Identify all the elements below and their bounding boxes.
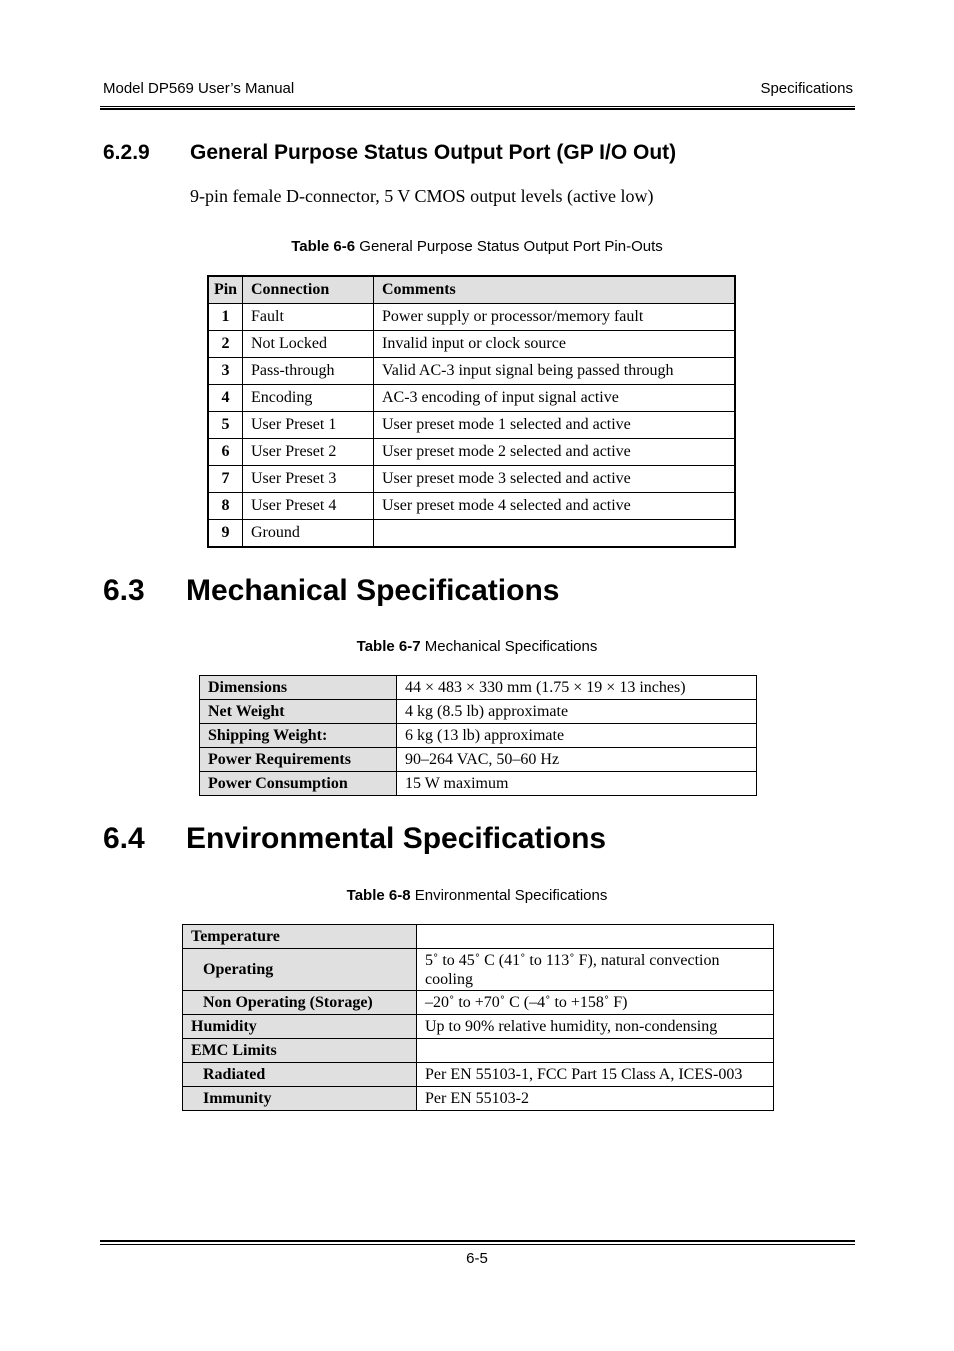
section-6-4-heading: [103, 822, 606, 856]
spec-label-cell: Non Operating (Storage): [183, 991, 417, 1015]
caption-text: General Purpose Status Output Port Pin-Outs: [355, 238, 663, 255]
comment-cell: Invalid input or clock source: [374, 331, 736, 358]
spec-value-cell: 44 × 483 × 330 mm (1.75 × 19 × 13 inches): [397, 676, 757, 700]
pin-cell: 6: [208, 439, 243, 466]
table-row: [200, 724, 757, 748]
table-row: [208, 520, 735, 548]
table-row: [183, 949, 774, 991]
spec-label-cell: Shipping Weight:: [200, 724, 397, 748]
section-intro-text: 9-pin female D-connector, 5 V CMOS output levels (active low): [190, 186, 654, 206]
connection-cell: Ground: [243, 520, 374, 548]
table-row: [200, 748, 757, 772]
table-row: [208, 304, 735, 331]
section-number: 6.3: [103, 574, 145, 607]
footer-rule-thin: [100, 1244, 855, 1245]
spec-label-cell: EMC Limits: [183, 1039, 417, 1063]
spec-value-cell: Per EN 55103-1, FCC Part 15 Class A, ICES-003: [417, 1063, 774, 1087]
spec-label-cell: Power Consumption: [200, 772, 397, 796]
table-row: [208, 439, 735, 466]
spec-value-cell: 4 kg (8.5 lb) approximate: [397, 700, 757, 724]
comment-cell: AC-3 encoding of input signal active: [374, 385, 736, 412]
table-row: [208, 331, 735, 358]
table-row: [183, 1039, 774, 1063]
table-row: [183, 1063, 774, 1087]
comment-cell: [374, 520, 736, 548]
pin-cell: 5: [208, 412, 243, 439]
pin-cell: 4: [208, 385, 243, 412]
section-title: Mechanical Specifications: [186, 574, 560, 607]
pin-cell: 8: [208, 493, 243, 520]
spec-value-cell: 6 kg (13 lb) approximate: [397, 724, 757, 748]
section-number: 6.4: [103, 822, 145, 855]
table-row: [183, 1015, 774, 1039]
table-6-7-caption: [0, 638, 954, 655]
spec-value-cell: –20˚ to +70˚ C (–4˚ to +158˚ F): [417, 991, 774, 1015]
connection-cell: Fault: [243, 304, 374, 331]
comment-cell: User preset mode 1 selected and active: [374, 412, 736, 439]
header-rule-thick: [100, 108, 855, 110]
table-row: [200, 676, 757, 700]
caption-text: Mechanical Specifications: [420, 638, 598, 655]
column-header-pin: Pin: [208, 276, 243, 304]
caption-label: Table 6-8: [346, 887, 411, 904]
section-6-2-9-heading: [103, 141, 676, 165]
pin-cell: 9: [208, 520, 243, 548]
spec-label-cell: Power Requirements: [200, 748, 397, 772]
spec-label-cell: Dimensions: [200, 676, 397, 700]
connection-cell: User Preset 1: [243, 412, 374, 439]
connection-cell: User Preset 2: [243, 439, 374, 466]
comment-cell: Valid AC-3 input signal being passed through: [374, 358, 736, 385]
spec-label-cell: Radiated: [183, 1063, 417, 1087]
section-6-3-heading: [103, 574, 559, 608]
caption-label: Table 6-6: [291, 238, 356, 255]
connection-cell: Pass-through: [243, 358, 374, 385]
section-title: Environmental Specifications: [186, 822, 607, 855]
comment-cell: User preset mode 2 selected and active: [374, 439, 736, 466]
table-row: [208, 358, 735, 385]
footer-rule-thick: [100, 1240, 855, 1242]
spec-value-cell: [417, 925, 774, 949]
table-row: [183, 991, 774, 1015]
pin-cell: 3: [208, 358, 243, 385]
table-row: [208, 466, 735, 493]
spec-value-cell: 90–264 VAC, 50–60 Hz: [397, 748, 757, 772]
table-row: [208, 385, 735, 412]
spec-value-cell: [417, 1039, 774, 1063]
section-number: 6.2.9: [103, 141, 150, 164]
spec-value-cell: Per EN 55103-2: [417, 1087, 774, 1111]
table-6-6-caption: [0, 238, 954, 255]
spec-value-cell: Up to 90% relative humidity, non-condensing: [417, 1015, 774, 1039]
pin-cell: 7: [208, 466, 243, 493]
table-row: [200, 700, 757, 724]
connection-cell: Encoding: [243, 385, 374, 412]
spec-label-cell: Temperature: [183, 925, 417, 949]
running-header-section: Specifications: [760, 80, 853, 97]
caption-label: Table 6-7: [356, 638, 421, 655]
table-row: [208, 493, 735, 520]
environmental-specs-table: [182, 924, 774, 1111]
table-row: [183, 1087, 774, 1111]
spec-label-cell: Operating: [183, 949, 417, 991]
header-rule-thin: [100, 106, 855, 107]
table-header-row: [208, 276, 735, 304]
connection-cell: User Preset 4: [243, 493, 374, 520]
table-row: [208, 412, 735, 439]
page-number: 6-5: [466, 1250, 488, 1267]
pinout-table: [207, 275, 736, 548]
spec-label-cell: Humidity: [183, 1015, 417, 1039]
connection-cell: Not Locked: [243, 331, 374, 358]
comment-cell: Power supply or processor/memory fault: [374, 304, 736, 331]
pin-cell: 2: [208, 331, 243, 358]
section-title: General Purpose Status Output Port (GP I/O Out): [190, 141, 677, 164]
table-6-8-caption: [0, 887, 954, 904]
column-header-connection: Connection: [243, 276, 374, 304]
table-row: [183, 925, 774, 949]
spec-value-cell: 5˚ to 45˚ C (41˚ to 113˚ F), natural convection cooling: [417, 949, 774, 991]
pin-cell: 1: [208, 304, 243, 331]
comment-cell: User preset mode 4 selected and active: [374, 493, 736, 520]
mechanical-specs-table: [199, 675, 757, 796]
column-header-comments: Comments: [374, 276, 736, 304]
table-row: [200, 772, 757, 796]
running-header-title: Model DP569 User’s Manual: [103, 80, 295, 97]
connection-cell: User Preset 3: [243, 466, 374, 493]
comment-cell: User preset mode 3 selected and active: [374, 466, 736, 493]
caption-text: Environmental Specifications: [410, 887, 608, 904]
spec-label-cell: Immunity: [183, 1087, 417, 1111]
spec-label-cell: Net Weight: [200, 700, 397, 724]
spec-value-cell: 15 W maximum: [397, 772, 757, 796]
